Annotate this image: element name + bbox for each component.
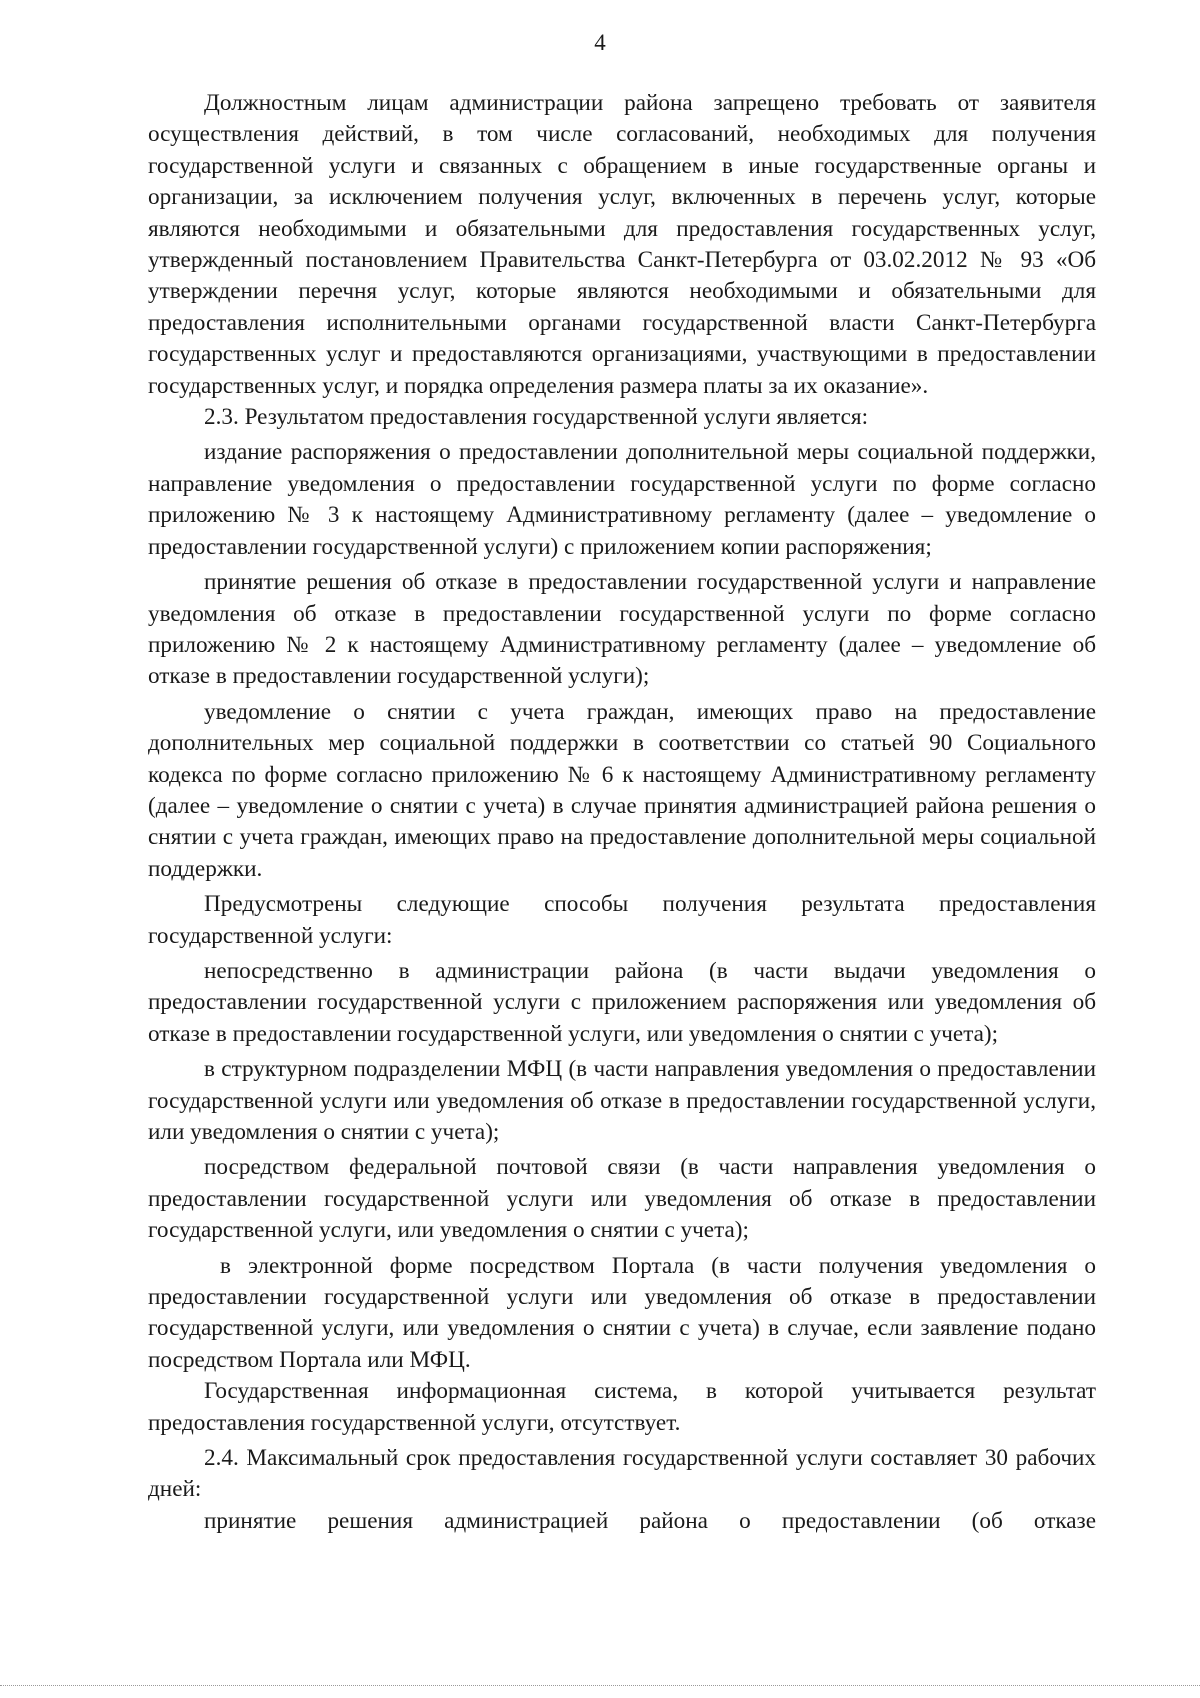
paragraph-2-3-result-heading: 2.3. Результатом предоставления государственной услуги является: [204,404,869,431]
paragraph-result-methods-intro: Предусмотрены следующие способы получения результата предоставления государственной услуги: [148,891,1096,949]
paragraph-information-system: Государственная информационная система, в которой учитывается результат предоставления государственной услуги, отсутствует. [148,1378,1096,1436]
paragraph-officials-prohibition: Должностным лицам администрации района запрещено требовать от заявителя осуществления действий, в том числе согласований, необходимых для получения государственной услуги и связанных с обращением в иные государственные органы и организации, за исключением получения услуг, включенных в перечень услуг, которые являются необходимыми и обязательными для предоставления государственных услуг, утвержденный постановлением Правительства Санкт-Петербурга от 03.02.2012 № 93 «Об утверждении перечня услуг, которые являются необходимыми и обязательными для предоставления исполнительными органами государственной власти Санкт-Петербурга государственных услуг и предоставляются организациями, участвующими в предоставлении государственных услуг, и порядка определения размера платы за их оказание». [148,90,1096,399]
document-body [148,88,1096,1537]
paragraph-result-deregistration: уведомление о снятии с учета граждан, имеющих право на предоставление дополнительных мер социальной поддержки в соответствии со статьей 90 Социального кодекса по форме согласно приложению № 6 к настоящему Административному регламенту (далее – уведомление о снятии с учета) в случае принятия администрацией района решения о снятии с учета граждан, имеющих право на предоставление дополнительной меры социальной поддержки. [148,698,1096,882]
paragraph-method-portal: в электронной форме посредством Портала (в части получения уведомления о предоставлении государственной услуги или уведомления об отказе в предоставлении государственной услуги, или уведомления о снятии с учета) в случае, если заявление подано посредством Портала или МФЦ. [148,1252,1096,1373]
paragraph-method-mfc: в структурном подразделении МФЦ (в части направления уведомления о предоставлении государственной услуги или уведомления об отказе в предоставлении государственной услуги, или уведомления о снятии с учета); [148,1056,1096,1145]
paragraph-result-refusal: принятие решения об отказе в предоставлении государственной услуги и направление уведомления об отказе в предоставлении государственной услуги по форме согласно приложению № 2 к настоящему Административному регламенту (далее – уведомление об отказе в предоставлении государственной услуги); [148,569,1096,690]
paragraph-method-in-person: непосредственно в администрации района (в части выдачи уведомления о предоставлении государственной услуги с приложением распоряжения или уведомления об отказе в предоставлении государственной услуги, или уведомления о снятии с учета); [148,957,1096,1047]
scan-bottom-edge-divider [0,1685,1200,1686]
page-number: 4 [594,30,606,55]
paragraph-result-order-issue: издание распоряжения о предоставлении дополнительной меры социальной поддержки, направление уведомления о предоставлении государственной услуги по форме согласно приложению № 3 к настоящему Административному регламенту (далее – уведомление о предоставлении государственной услуги) с приложением копии распоряжения; [148,439,1096,560]
paragraph-decision-continuation: принятие решения администрацией района о предоставлении (об отказе [204,1507,1096,1534]
paragraph-method-post: посредством федеральной почтовой связи (в части направления уведомления о предоставлении государственной услуги или уведомления об отказе в предоставлении государственной услуги, или уведомления о снятии с учета); [148,1154,1096,1244]
paragraph-2-4-max-term: 2.4. Максимальный срок предоставления государственной услуги составляет 30 рабочих дней: [148,1445,1096,1503]
